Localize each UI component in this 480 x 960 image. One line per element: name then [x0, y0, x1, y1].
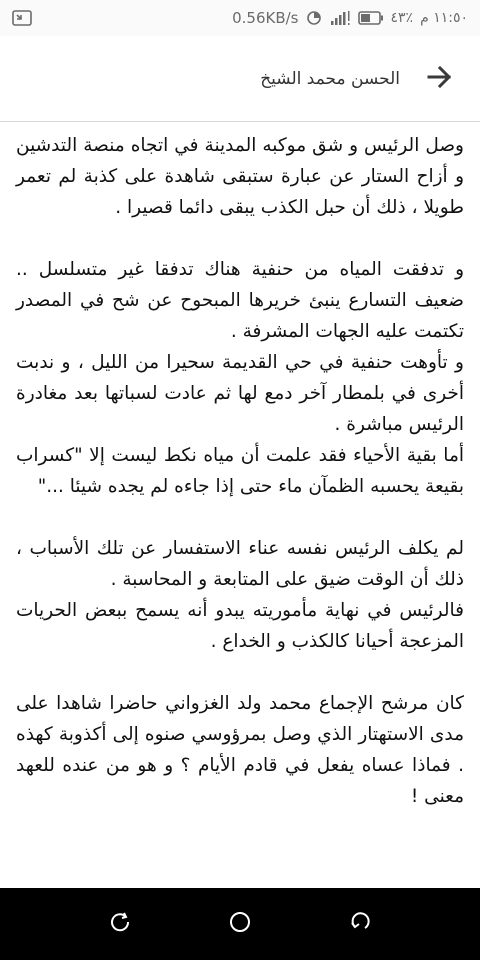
status-bar	[0, 0, 480, 36]
paragraph-spacer	[16, 502, 464, 533]
battery-icon	[358, 11, 384, 25]
back-button[interactable]	[418, 57, 462, 101]
recent-apps-button[interactable]	[100, 904, 140, 944]
back-icon	[349, 911, 371, 937]
paragraph-spacer	[16, 657, 464, 688]
signal-icon	[329, 10, 351, 26]
paragraph: كان مرشح الإجماع محمد ولد الغزواني حاضرا شاهدا على مدى الاستهتار الذي وصل بمرؤوسي صنوه إلى أكذوبة كهذه . فماذا عساه يفعل في قادم الأيام ؟ و هو من عنده للعهد معنى !	[16, 693, 464, 807]
paragraph-spacer	[16, 223, 464, 254]
app-bar	[0, 36, 480, 122]
network-speed: 0.56KB/s	[232, 9, 299, 27]
home-button[interactable]	[220, 904, 260, 944]
data-saver-icon	[306, 10, 322, 26]
status-right	[232, 9, 468, 27]
home-icon	[228, 910, 252, 938]
nav-back-button[interactable]	[340, 904, 380, 944]
paragraph: وصل الرئيس و شق موكبه المدينة في اتجاه منصة التدشين و أزاح الستار عن عبارة ستبقى شاهدة على كذبة لم تعمر طويلا ، ذلك أن حبل الكذب يبقى دائما قصيرا .	[16, 135, 464, 218]
paragraph: لم يكلف الرئيس نفسه عناء الاستفسار عن تلك الأسباب ، ذلك أن الوقت ضيق على المتابعة و المحاسبة .	[16, 538, 464, 590]
screenshot-icon	[12, 10, 32, 26]
battery-percent: ٤٣٪	[390, 10, 414, 26]
paragraph: و تدفقت المياه من حنفية هناك تدفقا غير متسلسل .. ضعيف التسارع ينبئ خريرها المبحوح عن شح في المصدر تكتمت عليه الجهات المشرفة . و تأوهت حنفية في حي القديمة سحيرا من الليل ، و ندبت أخرى في بلمطار آخر دمع لها ثم عادت لسباتها بعد مغادرة الرئيس مباشرة . أما بقية الأحياء فقد علمت أن مياه نكط ليست إلا "كسراب بقيعة يحسبه الظمآن ماء حتى إذا جاءه لم يجده شيئا ..."	[16, 259, 464, 497]
page-title: الحسن محمد الشيخ	[260, 68, 400, 89]
navigation-bar	[0, 888, 480, 960]
paragraph: فالرئيس في نهاية مأموريته يبدو أنه يسمح ببعض الحريات المزعجة أحيانا كالكذب و الخداع .	[16, 600, 464, 652]
clock: ١١:٥٠ م	[420, 10, 468, 26]
recent-apps-icon	[109, 911, 131, 937]
status-left	[12, 10, 32, 26]
article-body	[0, 122, 480, 888]
arrow-right-icon	[427, 66, 453, 92]
